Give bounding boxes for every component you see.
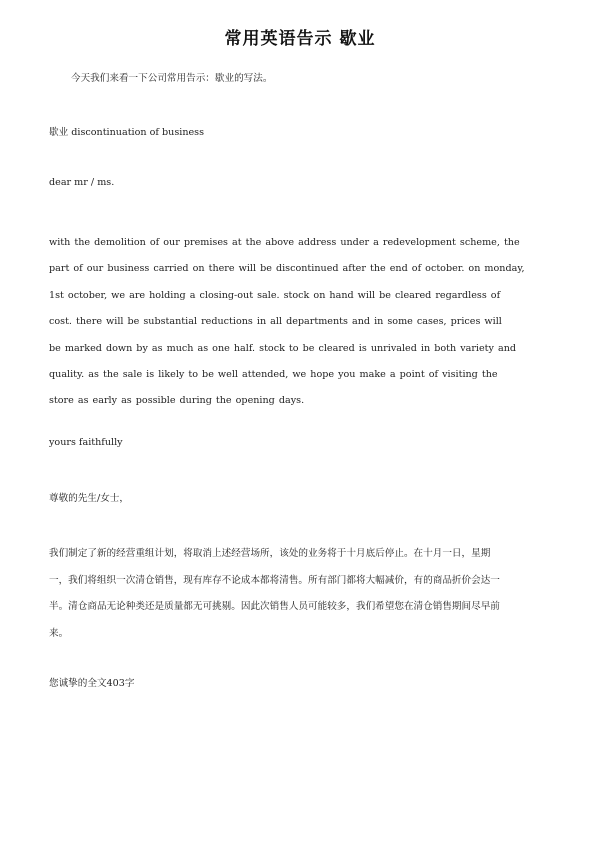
english-body-line: 1st october, we are holding a closing-out sale. stock on hand will be cleared regardless of: [49, 289, 501, 301]
chinese-signoff: 您诚挚的全文403字: [49, 678, 135, 689]
english-body-line: cost. there will be substantial reductions in all departments and in some cases, prices will: [49, 316, 502, 328]
chinese-salutation: 尊敬的先生/女士，: [49, 493, 129, 504]
english-body-line: with the demolition of our premises at the above address under a redevelopment scheme, the: [49, 237, 520, 248]
english-salutation: dear mr / ms.: [49, 177, 115, 188]
page-title: 常用英语告示 歇业: [224, 29, 376, 49]
chinese-body-line: 半。清仓商品无论种类还是质量都无可挑剔。因此次销售人员可能较多，我们希望您在清仓销售期间尽早前: [49, 601, 500, 612]
notice-heading: 歇业 discontinuation of business: [49, 127, 205, 138]
intro-paragraph: 今天我们来看一下公司常用告示：歇业的写法。: [71, 73, 273, 84]
chinese-body-line: 一，我们将组织一次清仓销售，现有库存不论成本都将清售。所有部门都将大幅减价，有的商品折价会达一: [49, 574, 500, 586]
chinese-body-line: 我们制定了新的经营重组计划，将取消上述经营场所，该处的业务将于十月底后停止。在十月一日，星期: [49, 548, 491, 559]
chinese-body: [49, 541, 559, 647]
english-body-line: store as early as possible during the opening days.: [49, 395, 305, 407]
chinese-body-line: 来。: [49, 627, 69, 639]
english-body-line: quality. as the sale is likely to be well attended, we hope you make a point of visiting the: [49, 369, 498, 381]
english-body-line: be marked down by as much as one half. stock to be cleared is unrivaled in both variety and: [49, 342, 517, 354]
english-body: [49, 230, 559, 415]
english-signoff: yours faithfully: [49, 437, 123, 448]
english-body-line: part of our business carried on there will be discontinued after the end of october. on monday,: [49, 263, 525, 275]
